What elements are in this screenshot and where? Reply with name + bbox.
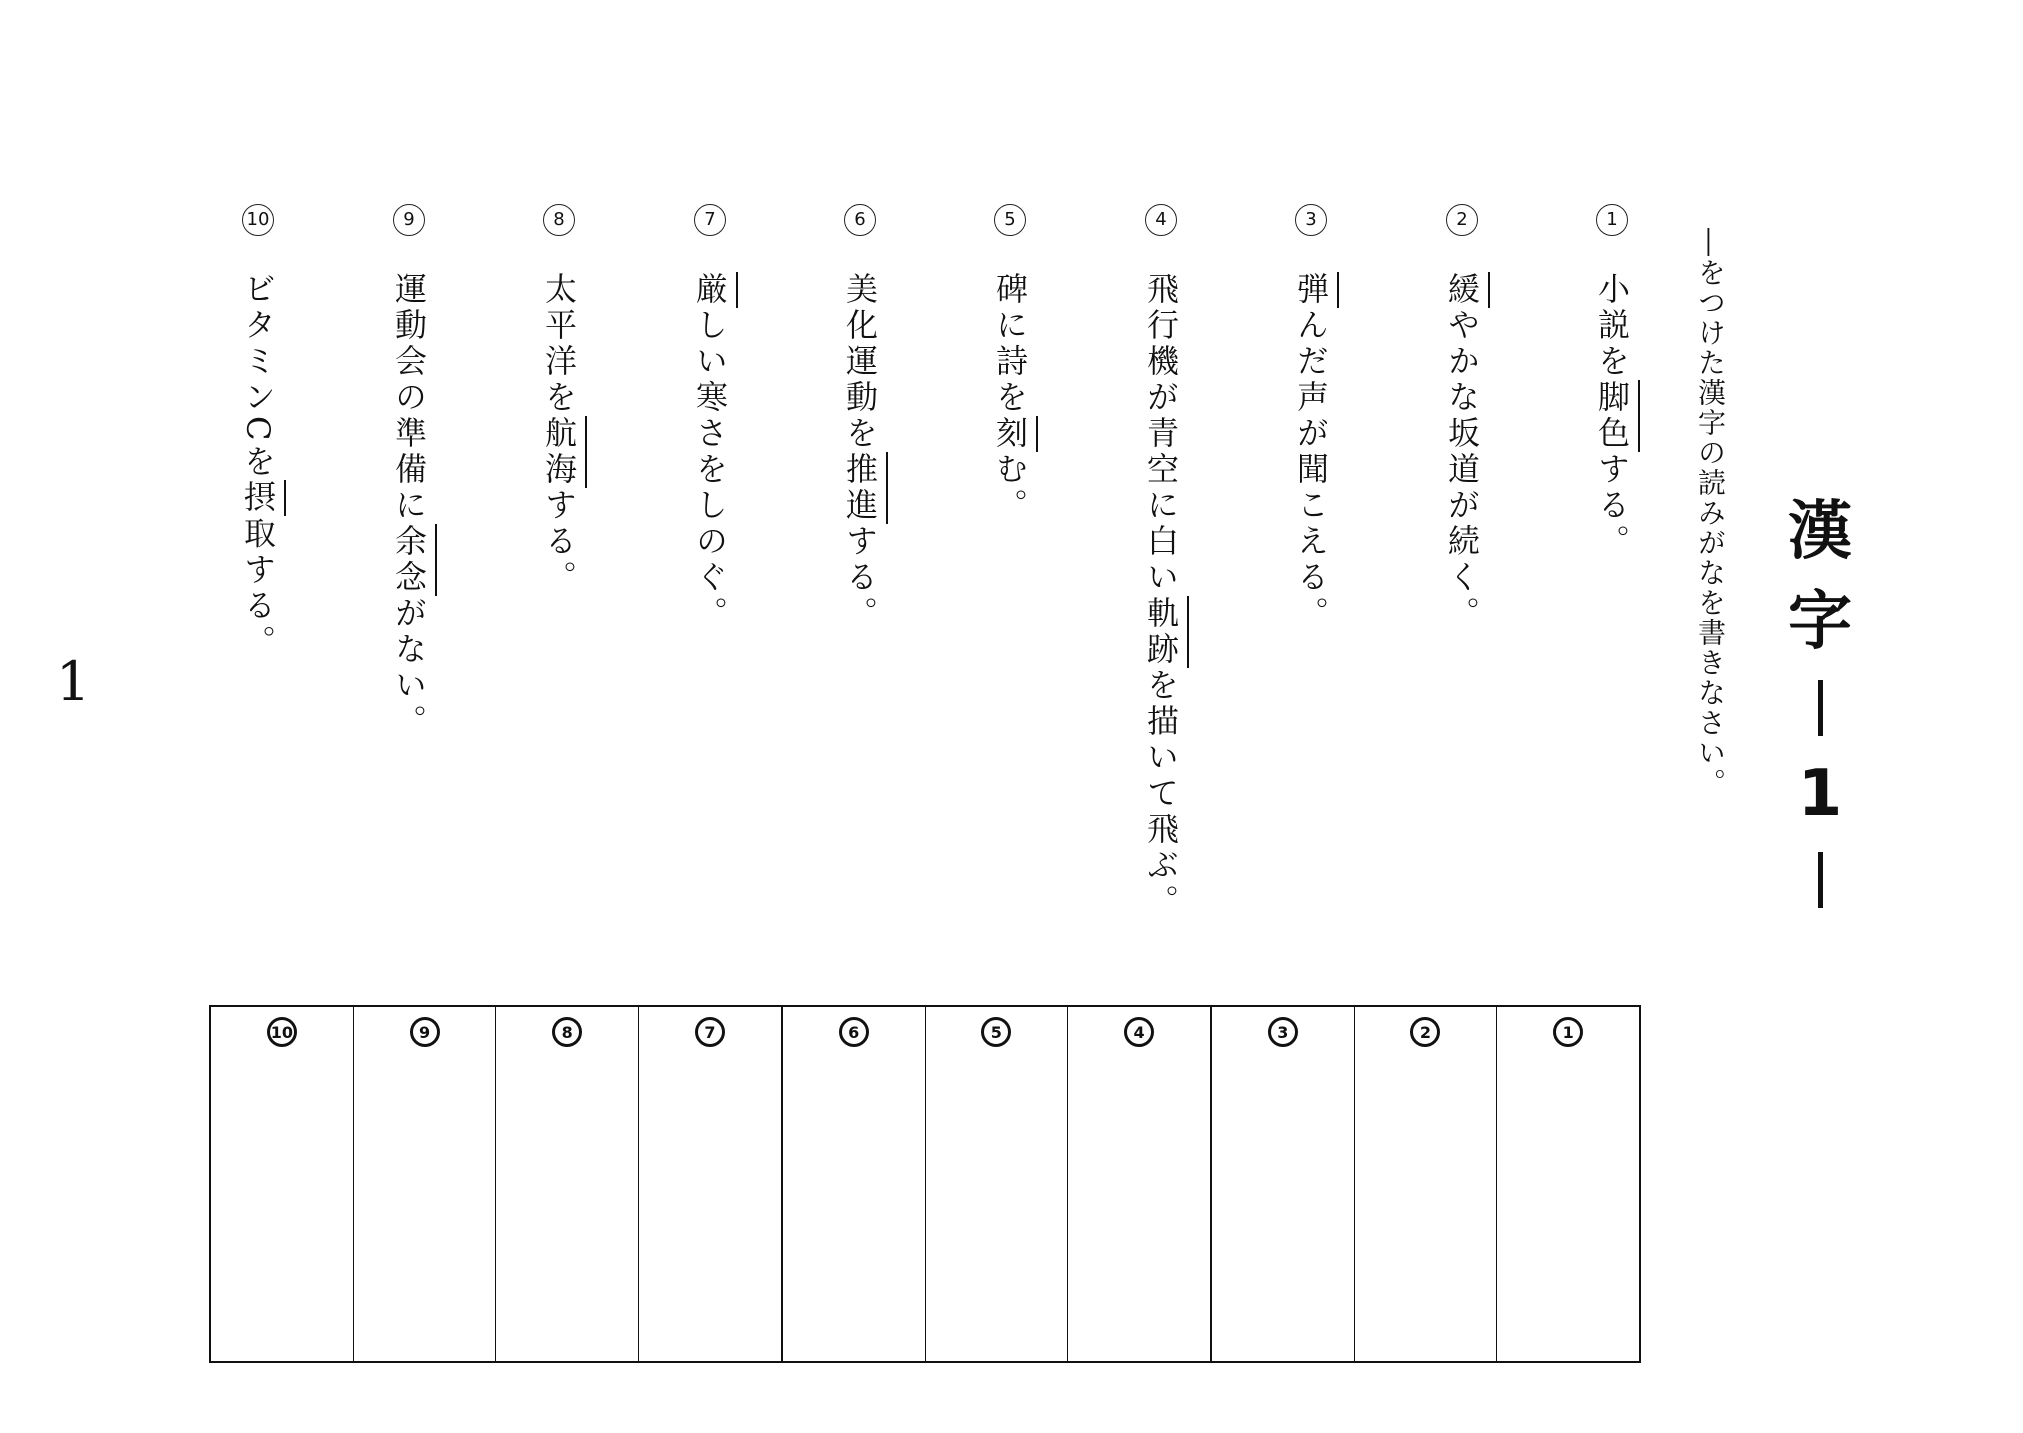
question-number: 4 — [1145, 204, 1177, 236]
answer-cell-number: 10 — [267, 1017, 297, 1047]
answer-cell-5[interactable] — [925, 1007, 1068, 1361]
question-number: 1 — [1596, 204, 1628, 236]
answer-cell-number: 6 — [839, 1017, 869, 1047]
underlined-kanji: 航海 — [540, 416, 578, 488]
question-text: 太平洋を航海する。 — [540, 272, 578, 596]
answer-cell-number: 4 — [1124, 1017, 1154, 1047]
question-text: 小説を脚色する。 — [1593, 272, 1631, 560]
underlined-kanji: 刻 — [991, 416, 1029, 452]
question-text: 弾んだ声が聞こえる。 — [1292, 272, 1330, 632]
answer-cell-7[interactable] — [638, 1007, 781, 1361]
instruction-text: ―をつけた漢字の読みがなを書きなさい。 — [1694, 228, 1727, 798]
answer-cell-number: 1 — [1553, 1017, 1583, 1047]
answer-cell-9[interactable] — [353, 1007, 496, 1361]
question-number: 9 — [393, 204, 425, 236]
answer-cell-number: 8 — [552, 1017, 582, 1047]
question-number: 8 — [543, 204, 575, 236]
page-number: 1 — [56, 650, 91, 713]
question-text: ビタミンCを摂取する。 — [239, 272, 277, 661]
question-text: 碑に詩を刻む。 — [991, 272, 1029, 524]
question-text: 緩やかな坂道が続く。 — [1443, 272, 1481, 632]
underlined-kanji: 脚色 — [1593, 380, 1631, 452]
answer-cell-4[interactable] — [1067, 1007, 1210, 1361]
underlined-kanji: 軌跡 — [1142, 596, 1180, 668]
underlined-kanji: 摂 — [239, 480, 277, 517]
question-6 — [836, 204, 884, 964]
title-dash-bottom — [1818, 852, 1823, 908]
question-text: 運動会の準備に余念がない。 — [390, 272, 428, 740]
question-number: 3 — [1295, 204, 1327, 236]
question-5 — [986, 204, 1034, 964]
worksheet-title — [1780, 495, 1860, 908]
answer-cell-2[interactable] — [1354, 1007, 1497, 1361]
question-7 — [686, 204, 734, 964]
question-number: 10 — [242, 204, 274, 236]
answer-cell-1[interactable] — [1496, 1007, 1639, 1361]
underlined-kanji: 厳 — [691, 272, 729, 308]
question-4 — [1137, 204, 1185, 964]
answer-cell-number: 2 — [1410, 1017, 1440, 1047]
question-1 — [1588, 204, 1636, 964]
question-3 — [1287, 204, 1335, 964]
title-number: 1 — [1797, 757, 1843, 831]
question-number: 5 — [994, 204, 1026, 236]
question-number: 7 — [694, 204, 726, 236]
question-8 — [535, 204, 583, 964]
answer-cell-6[interactable] — [781, 1007, 925, 1361]
title-char-ji: 字 — [1788, 585, 1852, 659]
question-2 — [1438, 204, 1486, 964]
question-number: 2 — [1446, 204, 1478, 236]
answer-cell-number: 5 — [981, 1017, 1011, 1047]
question-number: 6 — [844, 204, 876, 236]
underlined-kanji: 余念 — [390, 524, 428, 596]
underlined-kanji: 推進 — [841, 452, 879, 524]
answer-cell-3[interactable] — [1210, 1007, 1354, 1361]
question-10 — [234, 204, 282, 964]
title-char-kan: 漢 — [1788, 495, 1852, 569]
underlined-kanji: 弾 — [1292, 272, 1330, 308]
underlined-kanji: 緩 — [1443, 272, 1481, 308]
question-text: 厳しい寒さをしのぐ。 — [691, 272, 729, 632]
title-dash-top — [1818, 680, 1823, 736]
answer-cell-number: 7 — [695, 1017, 725, 1047]
question-9 — [385, 204, 433, 964]
answer-cell-number: 9 — [410, 1017, 440, 1047]
answer-cell-10[interactable] — [211, 1007, 353, 1361]
answer-grid — [209, 1005, 1641, 1363]
question-text: 美化運動を推進する。 — [841, 272, 879, 632]
answer-cell-8[interactable] — [495, 1007, 638, 1361]
question-text: 飛行機が青空に白い軌跡を描いて飛ぶ。 — [1142, 272, 1180, 920]
answer-cell-number: 3 — [1268, 1017, 1298, 1047]
